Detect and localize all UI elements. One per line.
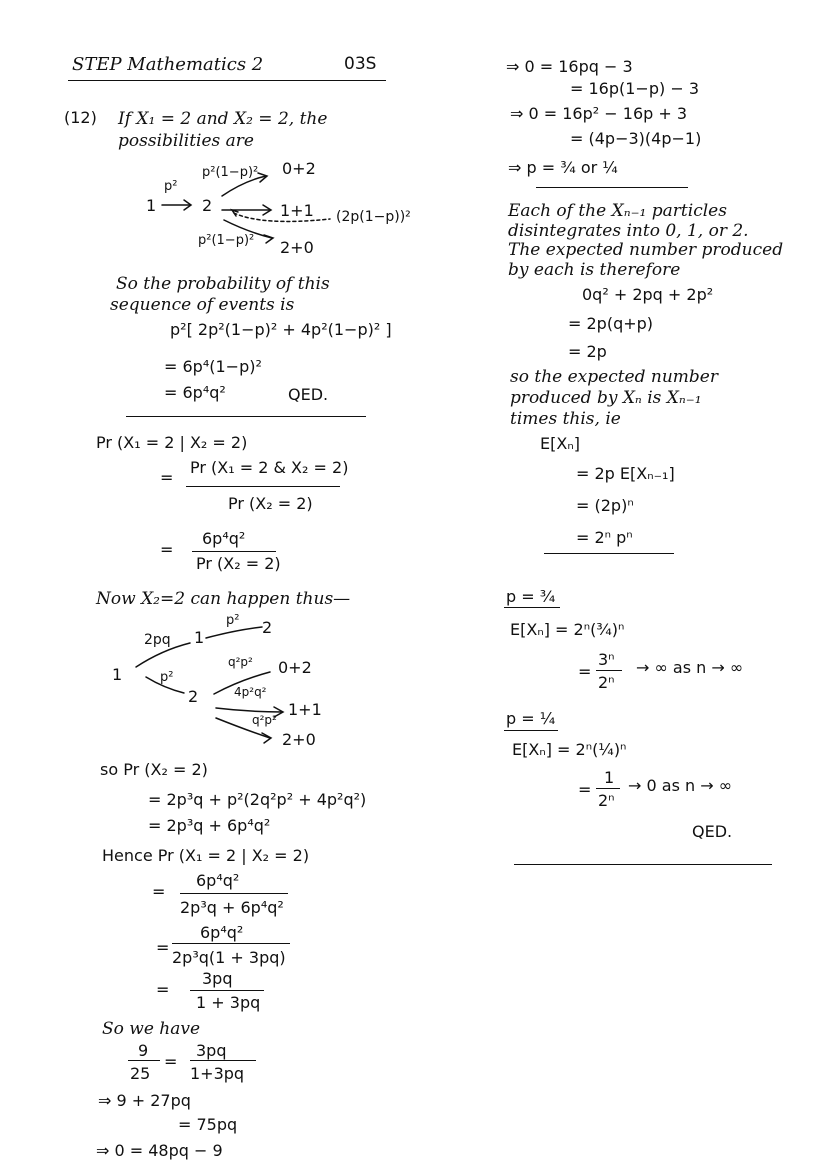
tree2-out11: 1+1 (288, 700, 322, 719)
tree1-bottom-outcome: 2+0 (280, 238, 314, 257)
equals-sign: = (164, 1052, 178, 1071)
tree1-p2: p² (164, 179, 178, 194)
tree2-q2p2-top: q²p² (228, 655, 253, 669)
header-rule (68, 80, 386, 81)
tree2-out2: 2 (262, 618, 273, 637)
tree2-root: 1 (112, 665, 123, 684)
expected-step-1: 0q² + 2pq + 2p² (582, 285, 714, 304)
each-line-1: Each of the Xₙ₋₁ particles (508, 201, 727, 221)
frac1-denominator: 2p³q + 6p⁴q² (180, 898, 284, 917)
conditional-prob-title: Pr (X₁ = 2 | X₂ = 2) (96, 433, 248, 452)
right-step-3: ⇒ 0 = 16p² − 16p + 3 (510, 104, 688, 123)
pr-step-1: = 2p³q + p²(2q²p² + 4p²q²) (148, 790, 367, 809)
right-step-1: ⇒ 0 = 16pq − 3 (506, 57, 633, 76)
implies-line-2: = 75pq (178, 1115, 238, 1134)
so-line-1: So the probability of this (116, 274, 330, 294)
fraction-bar (190, 990, 264, 991)
cond-denominator-2: Pr (X₂ = 2) (196, 554, 281, 573)
lhs-denominator: 25 (130, 1064, 151, 1083)
equals-sign: = (160, 540, 174, 559)
case-b-numerator: 1 (604, 768, 615, 787)
probability-step-1: = 6p⁴(1−p)² (164, 357, 262, 376)
tree2-node1: 1 (194, 628, 205, 647)
tree1-bottom-prob: p²(1−p)² (198, 233, 255, 248)
intro-line-1: If X₁ = 2 and X₂ = 2, the (118, 109, 328, 129)
tree2-p2b: p² (160, 670, 174, 685)
each-line-2: disintegrates into 0, 1, or 2. (508, 221, 749, 241)
so-expected-2: produced by Xₙ is Xₙ₋₁ (510, 388, 702, 408)
section-rule-4 (514, 864, 772, 865)
implies-line-3: ⇒ 0 = 48pq − 9 (96, 1141, 223, 1160)
equals-sign: = (156, 980, 170, 999)
tree2-4p2q2: 4p²q² (234, 685, 267, 699)
fraction-bar (192, 551, 276, 552)
question-number: (12) (64, 108, 97, 127)
cond-numerator-2: 6p⁴q² (202, 529, 246, 548)
expectation-step-2: = (2p)ⁿ (576, 496, 634, 515)
expected-step-3: = 2p (568, 342, 607, 361)
case-b-limit: → 0 as n → ∞ (628, 776, 733, 795)
tree2-q2p2-bottom: q²p² (252, 713, 277, 727)
fraction-bar (596, 670, 622, 671)
right-step-5: ⇒ p = ³⁄₄ or ¼ (508, 158, 618, 177)
probability-step-2: = 6p⁴q² (164, 383, 226, 402)
case-p-three-quarters: p = ³⁄₄ (506, 587, 556, 606)
case-a-numerator: 3ⁿ (598, 650, 615, 669)
fraction-bar (190, 1060, 256, 1061)
intro-line-2: possibilities are (118, 131, 254, 151)
equals-sign: = (578, 780, 592, 799)
tree1-root: 1 (146, 196, 157, 215)
tree2-node2: 2 (188, 687, 199, 706)
case-a-limit: → ∞ as n → ∞ (636, 658, 744, 677)
case-p-quarter: p = ¼ (506, 709, 556, 728)
header-title: STEP Mathematics 2 (72, 54, 264, 75)
so-line-2: sequence of events is (110, 295, 295, 315)
tree1-mid-outcome: 1+1 (280, 201, 314, 220)
case-underline (504, 607, 560, 608)
expected-step-2: = 2p(q+p) (568, 314, 654, 333)
equals-sign: = (152, 882, 166, 901)
fraction-bar (128, 1060, 160, 1061)
qed-mark-1: QED. (288, 385, 329, 404)
equals-sign: = (156, 938, 170, 957)
tree1-mid-prob: (2p(1−p))² (336, 209, 411, 225)
case-underline (504, 730, 558, 731)
rhs-numerator: 3pq (196, 1041, 227, 1060)
each-line-4: by each is therefore (508, 260, 681, 280)
section-rule-3 (544, 553, 674, 554)
probability-expression: p²[ 2p²(1−p)² + 4p²(1−p)² ] (170, 320, 392, 339)
expectation-lhs: E[Xₙ] (540, 434, 580, 453)
right-step-2: = 16p(1−p) − 3 (570, 79, 699, 98)
equals-sign: = (160, 468, 174, 487)
fraction-bar (180, 893, 288, 894)
case-b-expectation: E[Xₙ] = 2ⁿ(¼)ⁿ (512, 740, 627, 759)
fraction-bar (172, 943, 290, 944)
tree1-top-prob: p²(1−p)² (202, 165, 259, 180)
so-expected-1: so the expected number (510, 367, 718, 387)
so-expected-3: times this, ie (510, 409, 621, 429)
rhs-denominator: 1+3pq (190, 1064, 245, 1083)
hence-line: Hence Pr (X₁ = 2 | X₂ = 2) (102, 846, 310, 865)
fraction-bar (596, 788, 620, 789)
so-pr-line: so Pr (X₂ = 2) (100, 760, 208, 779)
cond-numerator-1: Pr (X₁ = 2 & X₂ = 2) (190, 458, 349, 477)
section-rule-1 (126, 416, 366, 417)
implies-line-1: ⇒ 9 + 27pq (98, 1091, 191, 1110)
expectation-step-1: = 2p E[Xₙ₋₁] (576, 464, 675, 483)
fraction-bar (186, 486, 340, 487)
so-we-have: So we have (102, 1019, 201, 1039)
frac3-numerator: 3pq (202, 969, 233, 988)
section-rule-2 (536, 187, 688, 188)
frac2-numerator: 6p⁴q² (200, 923, 244, 942)
tree2-2pq: 2pq (144, 632, 171, 648)
case-a-expectation: E[Xₙ] = 2ⁿ(³⁄₄)ⁿ (510, 620, 625, 639)
right-step-4: = (4p−3)(4p−1) (570, 129, 702, 148)
expectation-step-3: = 2ⁿ pⁿ (576, 528, 633, 547)
tree2-p2a: p² (226, 613, 240, 628)
now-line: Now X₂=2 can happen thus— (96, 589, 351, 609)
qed-mark-2: QED. (692, 822, 733, 841)
tree1-top-outcome: 0+2 (282, 159, 316, 178)
each-line-3: The expected number produced (508, 240, 784, 260)
frac3-denominator: 1 + 3pq (196, 993, 261, 1012)
frac2-denominator: 2p³q(1 + 3pq) (172, 948, 286, 967)
tree2-out20: 2+0 (282, 730, 316, 749)
pr-step-2: = 2p³q + 6p⁴q² (148, 816, 271, 835)
equals-sign: = (578, 662, 592, 681)
frac1-numerator: 6p⁴q² (196, 871, 240, 890)
case-b-denominator: 2ⁿ (598, 791, 615, 810)
lhs-numerator: 9 (138, 1041, 149, 1060)
header-code: 03S (344, 54, 377, 74)
case-a-denominator: 2ⁿ (598, 673, 615, 692)
tree1-node2: 2 (202, 196, 213, 215)
cond-denominator-1: Pr (X₂ = 2) (228, 494, 313, 513)
tree2-out02: 0+2 (278, 658, 312, 677)
